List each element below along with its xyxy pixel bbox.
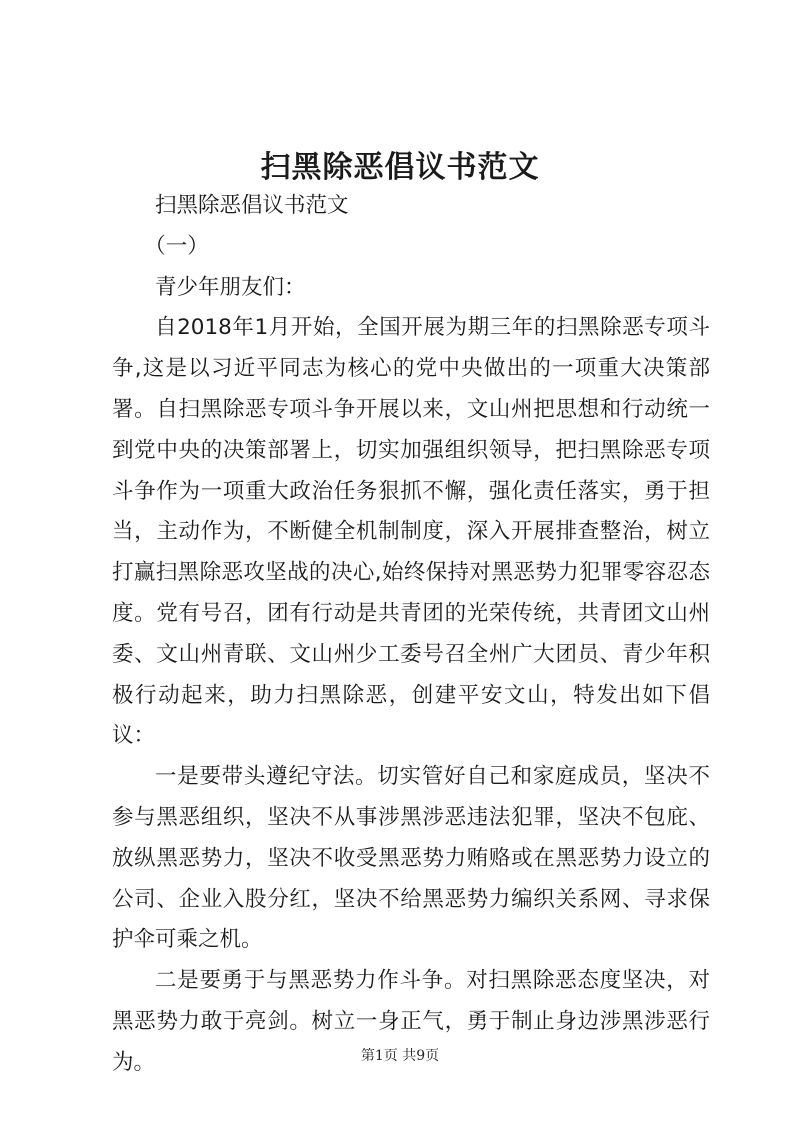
paragraph-section-number: （一） bbox=[144, 233, 209, 259]
document-title: 扫黑除恶倡议书范文 bbox=[260, 150, 540, 185]
paragraph-point-two: 二是要勇于与黑恶势力作斗争。对扫黑除恶态度坚决，对黑恶势力敢于亮剑。树立一身正气，勇于制止身边涉黑涉恶行为。 bbox=[112, 968, 710, 1075]
paragraph-subtitle: 扫黑除恶倡议书范文 bbox=[155, 193, 349, 218]
page-footer: 第1页 共9页 bbox=[360, 1048, 440, 1064]
paragraph-point-one: 一是要带头遵纪守法。切实管好自己和家庭成员，坚决不参与黑恶组织，坚决不从事涉黑涉恶违法犯罪，坚决不包庇、放纵黑恶势力，坚决不收受黑恶势力贿赂或在黑恶势力设立的公司、企业入股分红，坚决不给黑恶势力编织关系网、寻求保护伞可乘之机。 bbox=[112, 764, 710, 953]
document-body bbox=[112, 186, 710, 1084]
paragraph-intro: 自2018年1月开始，全国开展为期三年的扫黑除恶专项斗争,这是以习近平同志为核心的党中央做出的一项重大决策部署。自扫黑除恶专项斗争开展以来，文山州把思想和行动统一到党中央的决策部署上，切实加强组织领导，把扫黑除恶专项斗争作为一项重大政治任务狠抓不懈，强化责任落实，勇于担当，主动作为，不断健全机制制度，深入开展排查整治，树立打赢扫黑除恶攻坚战的决心,始终保持对黑恶势力犯罪零容忍态度。党有号召，团有行动是共青团的光荣传统，共青团文山州委、文山州青联、文山州少工委号召全州广大团员、青少年积极行动起来，助力扫黑除恶，创建平安文山，特发出如下倡议： bbox=[112, 315, 710, 749]
paragraph-salutation: 青少年朋友们： bbox=[155, 274, 306, 300]
